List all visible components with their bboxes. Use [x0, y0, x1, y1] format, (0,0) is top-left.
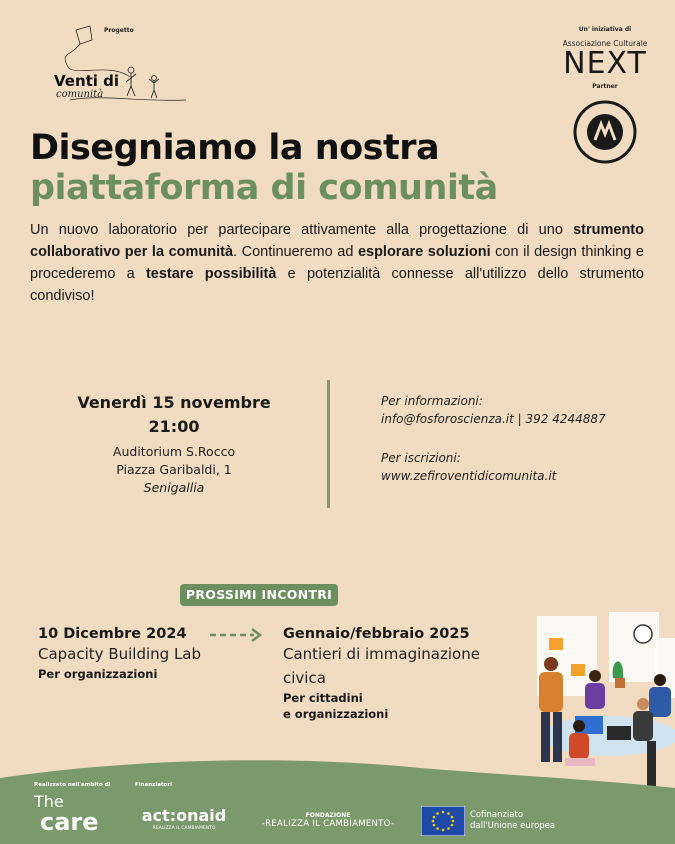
venti-logo-line2: comunità [56, 89, 104, 100]
partner-label: Partner [592, 83, 618, 90]
upcoming-1-audience: Per organizzazioni [38, 667, 158, 681]
finanziatori-label: Finanziatori [135, 782, 172, 788]
info-contact-link[interactable]: info@fosforoscienza.it | 392 4244887 [381, 412, 606, 426]
intro-text-4: e potenzialità connesse all'utilizzo dello strumento condiviso! [30, 266, 644, 304]
fondazione-top: FONDAZIONE [305, 812, 351, 819]
page-title-line2: piattaforma di comunità [30, 168, 498, 208]
progetto-label: Progetto [104, 27, 134, 34]
eu-line1: Cofinanziato [470, 810, 524, 820]
dashed-arrow-icon [208, 627, 264, 643]
upcoming-1-date: 10 Dicembre 2024 [38, 626, 187, 642]
footer-background [0, 758, 675, 844]
thecare-the: The [34, 792, 64, 811]
intro-bold-2: esplorare soluzioni [357, 244, 491, 260]
thecare-logo [34, 794, 99, 834]
thecare-care: care [40, 808, 99, 836]
upcoming-badge: PROSSIMI INCONTRI [180, 584, 338, 606]
upcoming-2-audience-line2: e organizzazioni [283, 707, 389, 721]
event-time: 21:00 [148, 417, 200, 436]
venti-logo-line1: Venti di [54, 72, 120, 90]
upcoming-2-title: Cantieri di immaginazione civica [283, 645, 480, 687]
intro-bold-1: strumento collaborativo per la comunità [30, 222, 644, 260]
info-label: Per informazioni: [381, 394, 483, 408]
vertical-divider [327, 380, 330, 508]
eu-line2: dall'Unione europea [470, 821, 556, 831]
venti-di-comunita-logo [50, 22, 190, 104]
eu-flag-icon [421, 806, 465, 836]
associazione-label: Associazione Culturale [562, 39, 648, 48]
next-logo-block [555, 26, 655, 90]
upcoming-2-audience-line1: Per cittadini [283, 691, 363, 705]
intro-text-1: Un nuovo laboratorio per partecipare attivamente alla progettazione di uno [30, 222, 574, 238]
next-logo: NEXT [563, 46, 647, 81]
realizzato-label: Realizzato nell'ambito di [34, 782, 111, 788]
intro-text-3: con il design thinking e procederemo a [30, 244, 644, 282]
fondazione-main: -REALIZZA IL CAMBIAMENTO- [261, 819, 395, 829]
event-location [60, 443, 288, 497]
event-datetime [60, 391, 288, 439]
actionaid-logo [136, 808, 232, 831]
page-title-line1: Disegniamo la nostra [30, 128, 440, 168]
registration-block [381, 449, 556, 485]
event-venue: Auditorium S.Rocco [112, 444, 236, 459]
eu-cofinanced-label [470, 810, 555, 832]
intro-text-2: . Continueremo ad [233, 244, 358, 260]
iniziativa-label: Un' iniziativa di [578, 26, 632, 33]
event-address: Piazza Garibaldi, 1 [116, 462, 232, 477]
registration-label: Per iscrizioni: [381, 451, 461, 465]
actionaid-tagline: REALIZZA IL CAMBIAMENTO [152, 826, 216, 831]
info-block [381, 392, 606, 428]
intro-paragraph [30, 219, 644, 307]
factory-badge-icon [573, 100, 637, 164]
fondazione-logo [255, 812, 401, 829]
event-city: Senigallia [143, 480, 205, 495]
upcoming-1-title: Capacity Building Lab [38, 645, 202, 663]
upcoming-2-date: Gennaio/febbraio 2025 [283, 626, 470, 642]
registration-url-link[interactable]: www.zefiroventidicomunita.it [381, 469, 557, 483]
actionaid-name: act:onaid [141, 806, 227, 825]
factory-zero-zero-logo [573, 100, 637, 164]
upcoming-item-2 [283, 626, 523, 722]
event-date: Venerdì 15 novembre [77, 393, 271, 412]
intro-bold-3: testare possibilità [145, 266, 277, 282]
